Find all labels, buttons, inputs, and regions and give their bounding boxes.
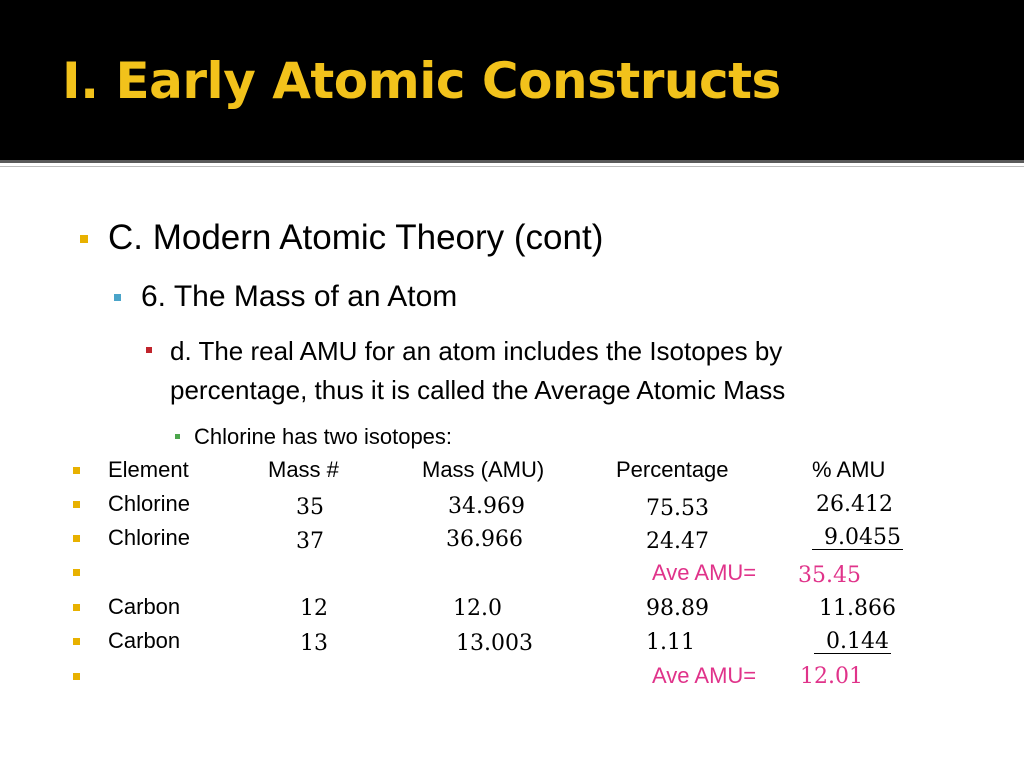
cell-percent-amu: 11.866 [819, 596, 896, 621]
outline-level4: Chlorine has two isotopes: [194, 424, 453, 449]
bullet-square-icon [114, 294, 121, 301]
cell-element: Carbon [108, 628, 181, 653]
bullet-square-icon [73, 604, 80, 611]
bullet-square-icon [73, 569, 80, 576]
outline-level3-line2: percentage, thus it is called the Average Atomic Mass [170, 375, 786, 405]
cell-percent-amu: 0.144 [814, 631, 891, 654]
cell-mass-amu: 12.0 [453, 596, 502, 621]
cell-mass-amu: 13.003 [456, 631, 533, 656]
title-divider-thin [0, 166, 1024, 167]
outline-level2: 6. The Mass of an Atom [141, 280, 458, 313]
cell-percent-amu: 9.0455 [812, 527, 903, 550]
cell-element: Carbon [108, 594, 181, 619]
cell-percent-amu: 26.412 [816, 492, 893, 517]
bullet-square-icon [146, 347, 152, 353]
average-label: Ave AMU= [652, 560, 757, 585]
cell-percentage: 1.11 [646, 630, 695, 655]
header-mass-number: Mass # [268, 457, 339, 482]
cell-mass-number: 12 [300, 596, 328, 621]
bullet-square-icon [73, 535, 80, 542]
slide-title: I. Early Atomic Constructs [62, 52, 781, 110]
bullet-square-icon [175, 434, 180, 439]
cell-percentage: 75.53 [646, 496, 709, 521]
average-value: 35.45 [798, 563, 861, 588]
header-percentage: Percentage [616, 457, 729, 482]
cell-mass-amu: 34.969 [448, 494, 525, 519]
cell-mass-number: 13 [300, 631, 328, 656]
cell-mass-number: 35 [296, 495, 324, 520]
outline-level1: C. Modern Atomic Theory (cont) [108, 218, 604, 257]
cell-mass-number: 37 [296, 529, 324, 554]
title-divider [0, 160, 1024, 163]
average-value: 12.01 [800, 664, 863, 689]
bullet-square-icon [73, 501, 80, 508]
header-element: Element [108, 457, 189, 482]
average-label: Ave AMU= [652, 663, 757, 688]
bullet-square-icon [73, 467, 80, 474]
outline-level3-line1: d. The real AMU for an atom includes the Isotopes by [170, 336, 783, 366]
cell-percentage: 98.89 [646, 596, 709, 621]
cell-percentage: 24.47 [646, 529, 709, 554]
cell-element: Chlorine [108, 491, 190, 516]
bullet-square-icon [73, 638, 80, 645]
bullet-square-icon [80, 235, 88, 243]
bullet-square-icon [73, 673, 80, 680]
cell-element: Chlorine [108, 525, 190, 550]
header-percent-amu: % AMU [812, 457, 886, 482]
header-mass-amu: Mass (AMU) [422, 457, 545, 482]
cell-mass-amu: 36.966 [446, 527, 523, 552]
